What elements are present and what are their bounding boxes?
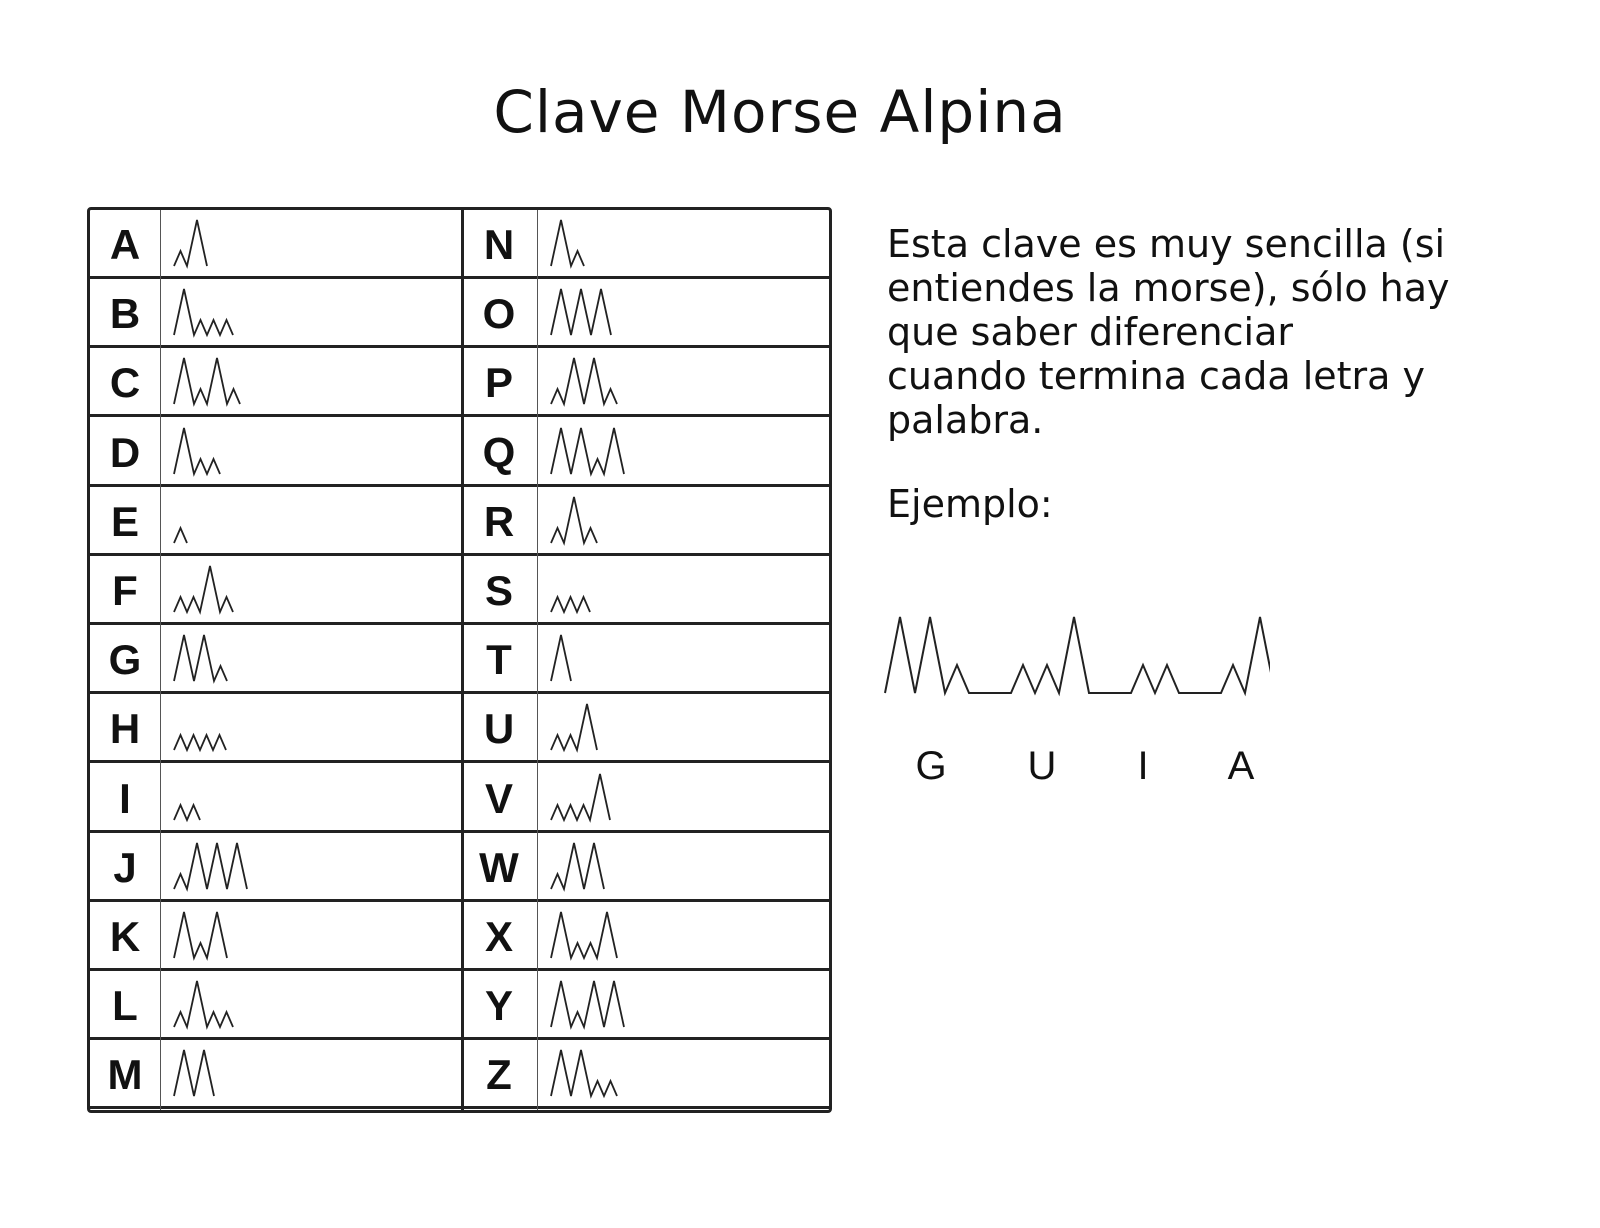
- table-row: [90, 833, 829, 902]
- morse-key-table: [87, 207, 832, 1113]
- morse-zigzag-z: [551, 1050, 617, 1096]
- letter-label: M: [107, 1051, 143, 1099]
- description-line: entiendes la morse), sólo hay: [887, 266, 1450, 310]
- table-row: [90, 487, 829, 556]
- letter-label: Z: [486, 1051, 512, 1099]
- letter-label: C: [109, 359, 141, 407]
- letter-label: Y: [484, 982, 513, 1030]
- morse-glyph: [537, 418, 831, 484]
- table-row: [90, 210, 829, 279]
- description-line: Esta clave es muy sencilla (si: [887, 222, 1446, 266]
- morse-glyph: [160, 279, 460, 345]
- letter-label: B: [109, 290, 141, 338]
- letter-label: I: [119, 774, 131, 822]
- morse-zigzag-d: [174, 428, 220, 474]
- morse-zigzag-n: [551, 220, 584, 266]
- letter-label: X: [484, 913, 513, 960]
- column-divider: [537, 210, 538, 1110]
- table-row: [90, 764, 829, 833]
- morse-zigzag-f: [174, 566, 233, 612]
- morse-zigzag-a: [174, 220, 207, 266]
- morse-glyph: [160, 764, 460, 830]
- morse-zigzag-k: [174, 912, 227, 958]
- morse-glyph: [537, 556, 831, 622]
- description-line: palabra.: [887, 398, 1044, 442]
- letter-label: S: [484, 567, 513, 614]
- morse-zigzag-j: [174, 843, 247, 889]
- morse-zigzag-e: [174, 528, 187, 543]
- letter-label: J: [113, 843, 137, 891]
- example-label: Ejemplo:: [887, 482, 1053, 526]
- table-row: [90, 279, 829, 348]
- morse-glyph: [160, 694, 460, 760]
- morse-glyph: [537, 348, 831, 414]
- morse-zigzag-o: [551, 289, 611, 335]
- morse-glyph: [160, 625, 460, 691]
- morse-glyph: [537, 971, 831, 1037]
- morse-glyph: [160, 556, 460, 622]
- table-row: [90, 625, 829, 694]
- letter-label: U: [483, 705, 515, 753]
- letter-label: P: [484, 359, 513, 407]
- letter-label: Q: [482, 428, 516, 476]
- morse-zigzag-q: [551, 428, 624, 474]
- letter-label: O: [482, 290, 516, 338]
- letter-label: A: [109, 221, 141, 268]
- morse-glyph: [160, 833, 460, 899]
- morse-zigzag-y: [551, 981, 624, 1027]
- example-wave: [870, 595, 1270, 705]
- morse-zigzag-l: [174, 981, 233, 1027]
- letter-label: L: [112, 982, 138, 1030]
- morse-glyph: [537, 487, 831, 553]
- example-letter: I: [1137, 744, 1149, 788]
- letter-label: W: [479, 843, 519, 891]
- morse-glyph: [537, 764, 831, 830]
- morse-zigzag-m: [174, 1050, 214, 1096]
- description-line: que saber diferenciar: [887, 310, 1293, 354]
- morse-zigzag-s: [551, 597, 590, 612]
- morse-glyph: [160, 1040, 460, 1106]
- description-line: cuando termina cada letra y: [887, 354, 1426, 398]
- morse-zigzag-b: [174, 289, 233, 335]
- morse-zigzag-u: [551, 704, 597, 750]
- morse-zigzag-c: [174, 358, 240, 404]
- morse-zigzag-r: [551, 497, 597, 543]
- table-row: [90, 902, 829, 971]
- example-letter: U: [1027, 744, 1057, 788]
- letter-label: G: [108, 636, 142, 684]
- morse-glyph: [537, 1040, 831, 1106]
- column-divider: [461, 210, 464, 1110]
- letter-label: D: [109, 428, 141, 476]
- morse-zigzag-h: [174, 735, 226, 750]
- example-zigzag: [885, 617, 1270, 693]
- morse-zigzag-p: [551, 358, 617, 404]
- morse-zigzag-x: [551, 912, 617, 958]
- letter-label: V: [484, 774, 513, 822]
- morse-glyph: [537, 833, 831, 899]
- morse-zigzag-g: [174, 635, 227, 681]
- letter-label: R: [483, 497, 515, 545]
- letter-label: F: [112, 567, 138, 614]
- table-row: [90, 694, 829, 763]
- morse-glyph: [160, 348, 460, 414]
- column-divider: [160, 210, 161, 1110]
- letter-label: E: [110, 497, 139, 545]
- example-letter: G: [915, 744, 947, 788]
- table-row: [90, 418, 829, 487]
- morse-glyph: [537, 694, 831, 760]
- morse-glyph: [537, 625, 831, 691]
- morse-zigzag-t: [551, 635, 571, 681]
- table-row: [90, 556, 829, 625]
- morse-glyph: [160, 487, 460, 553]
- morse-glyph: [160, 418, 460, 484]
- letter-label: K: [109, 913, 141, 960]
- morse-glyph: [160, 902, 460, 968]
- letter-label: N: [483, 221, 515, 268]
- table-row: [90, 1040, 829, 1109]
- morse-zigzag-w: [551, 843, 604, 889]
- table-row: [90, 348, 829, 417]
- table-row: [90, 971, 829, 1040]
- morse-glyph: [537, 902, 831, 968]
- letter-label: H: [109, 705, 141, 753]
- morse-glyph: [537, 210, 831, 276]
- description: [887, 222, 1587, 442]
- morse-zigzag-v: [551, 774, 610, 820]
- morse-glyph: [537, 279, 831, 345]
- morse-glyph: [160, 971, 460, 1037]
- morse-zigzag-i: [174, 805, 200, 820]
- page-title: Clave Morse Alpina: [493, 78, 1067, 146]
- morse-glyph: [160, 210, 460, 276]
- example-letter: A: [1227, 744, 1255, 788]
- letter-label: T: [486, 636, 512, 684]
